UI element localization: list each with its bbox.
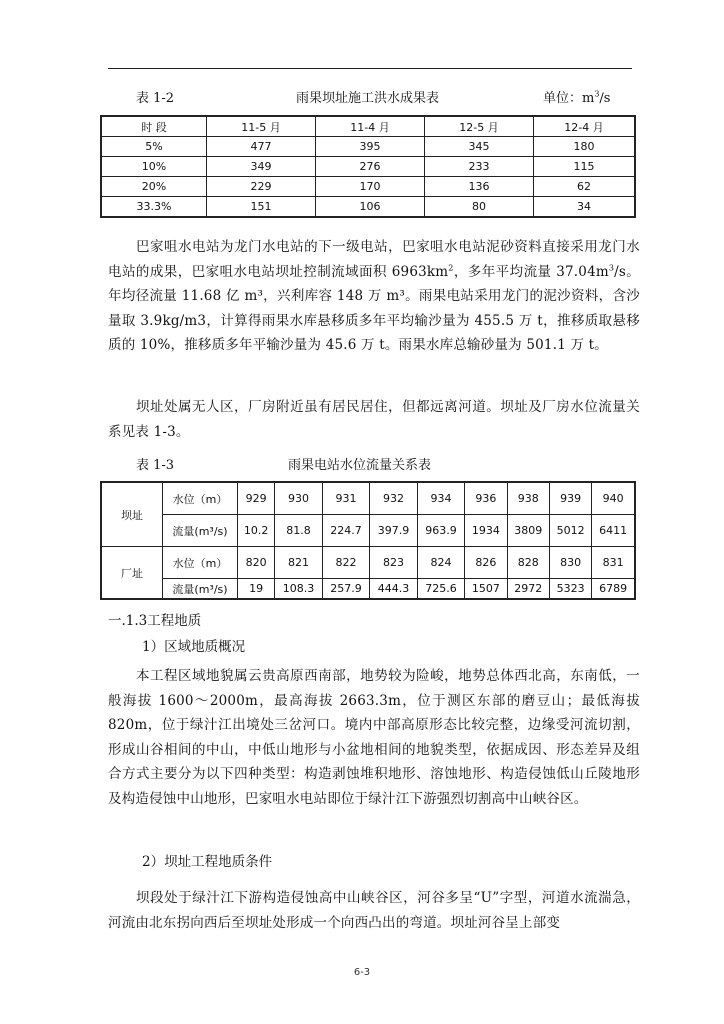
section-heading: 一.1.3工程地质 [108, 613, 202, 629]
table-cell: 1934 [465, 515, 507, 547]
table-cell: 10.2 [238, 515, 275, 547]
subsection-regional-geology: 1）区域地质概况 [142, 639, 246, 655]
paragraph-dam-geology: 坝段处于绿汁江下游构造侵蚀高中山峡谷区，河谷多呈“U”字型，河道水流湍急，河流由北东拐向西后至坝址处形成一个向西凸出的弯道。坝址河谷呈上部变 [108, 890, 640, 931]
table-cell: 934 [417, 482, 464, 515]
table-cell: 62 [534, 177, 636, 197]
table-cell: 822 [322, 547, 369, 579]
table-1-2-label: 表 1-2 [136, 91, 175, 106]
table-cell: 108.3 [275, 579, 322, 600]
table-cell: 19 [238, 579, 275, 600]
table-cell: 20% [101, 177, 207, 197]
table-cell: 345 [425, 137, 534, 157]
table-row [101, 157, 635, 177]
table-cell: 940 [592, 482, 635, 515]
table-cell: 932 [370, 482, 417, 515]
row-label: 流量(m³/s) [163, 579, 238, 600]
table-cell: 444.3 [370, 579, 417, 600]
table-1-2-title: 雨果坝址施工洪水成果表 [296, 91, 440, 106]
table-cell: 824 [417, 547, 464, 579]
table-cell: 80 [425, 197, 534, 218]
table-cell: 938 [507, 482, 549, 515]
header-rule [108, 68, 632, 69]
table-row [101, 137, 635, 157]
table-cell: 151 [207, 197, 316, 218]
table-cell: 929 [238, 482, 275, 515]
row-label: 水位（m） [163, 547, 238, 579]
site-cell-plant: 厂址 [101, 547, 163, 600]
table-1-3-title: 雨果电站水位流量关系表 [288, 458, 432, 473]
table-cell: 5% [101, 137, 207, 157]
table-cell: 34 [534, 197, 636, 218]
table-cell: 395 [316, 137, 425, 157]
table-cell: 229 [207, 177, 316, 197]
table-cell: 81.8 [275, 515, 322, 547]
table-cell: 2972 [507, 579, 549, 600]
table-cell: 257.9 [322, 579, 369, 600]
table-row [101, 515, 635, 547]
table-cell: 830 [549, 547, 591, 579]
table-cell: 397.9 [370, 515, 417, 547]
table-cell: 349 [207, 157, 316, 177]
table-1-2 [100, 115, 636, 218]
table-cell: 828 [507, 547, 549, 579]
table-1-3 [100, 481, 636, 600]
table-cell: 233 [425, 157, 534, 177]
table-row [101, 547, 635, 579]
page-number: 6-3 [353, 967, 371, 978]
table-cell: 3809 [507, 515, 549, 547]
table-header-row [101, 116, 635, 137]
table-cell: 6411 [592, 515, 635, 547]
table-cell: 725.6 [417, 579, 464, 600]
table-row [101, 197, 635, 218]
header-cell: 12-5 月 [425, 116, 534, 137]
table-cell: 823 [370, 547, 417, 579]
header-cell: 11-5 月 [207, 116, 316, 137]
table-cell: 106 [316, 197, 425, 218]
row-label: 流量(m³/s) [163, 515, 238, 547]
table-cell: 180 [534, 137, 636, 157]
paragraph-sediment: 巴家咀水电站为龙门水电站的下一级电站，巴家咀水电站泥砂资料直接采用龙门水电站的成果，巴家咀水电站坝址控制流域面积 $6963km^2$，多年平均流量 $37.04m^3/s$。年均径流量 11.68 亿 m³，兴利库容 148 万 m³。雨果电站采用龙门的泥沙资料，含沙量取 3.9kg/m3，计算得雨果水库悬移质多年平均输沙量为 455.5 万 t，推移质取悬移质的 10%，推移质多年平输沙量为 45.6 万 t。雨果水库总输砂量为 501.1 万 t。 [108, 239, 640, 354]
table-1-2-unit: 单位：$m^3/s$ [543, 89, 611, 106]
table-cell: 931 [322, 482, 369, 515]
table-row [101, 579, 635, 600]
table-cell: 1507 [465, 579, 507, 600]
table-cell: 5323 [549, 579, 591, 600]
table-cell: 820 [238, 547, 275, 579]
site-cell-dam: 坝址 [101, 482, 163, 547]
table-cell: 170 [316, 177, 425, 197]
table-cell: 930 [275, 482, 322, 515]
table-row [101, 482, 635, 515]
table-cell: 224.7 [322, 515, 369, 547]
table-cell: 939 [549, 482, 591, 515]
subsection-dam-geology: 2）坝址工程地质条件 [142, 854, 273, 870]
table-cell: 115 [534, 157, 636, 177]
row-label: 水位（m） [163, 482, 238, 515]
table-row [101, 177, 635, 197]
table-1-3-label: 表 1-3 [136, 458, 175, 473]
header-cell: 12-4 月 [534, 116, 636, 137]
table-cell: 936 [465, 482, 507, 515]
table-cell: 6789 [592, 579, 635, 600]
table-cell: 33.3% [101, 197, 207, 218]
paragraph-regional-geology: 本工程区域地貌属云贵高原西南部，地势较为险峻，地势总体西北高，东南低，一般海拔 1600～2000m，最高海拔 2663.3m，位于测区东部的磨豆山；最低海拔 820m，位于绿汁江出境处三岔河口。境内中部高原形态比较完整，边缘受河流切割，形成山谷相间的中山，中低山地形与小盆地相间的地貌类型，依据成因、形态差异及组合方式主要分为以下四种类型：构造剥蚀堆积地形、溶蚀地形、构造侵蚀低山丘陵地形及构造侵蚀中山地形，巴家咀水电站即位于绿汁江下游强烈切割高中山峡谷区。 [108, 668, 640, 807]
table-cell: 821 [275, 547, 322, 579]
table-cell: 831 [592, 547, 635, 579]
header-cell: 时 段 [101, 116, 207, 137]
header-cell: 11-4 月 [316, 116, 425, 137]
table-cell: 477 [207, 137, 316, 157]
table-cell: 826 [465, 547, 507, 579]
table-cell: 276 [316, 157, 425, 177]
table-cell: 10% [101, 157, 207, 177]
table-cell: 963.9 [417, 515, 464, 547]
table-cell: 136 [425, 177, 534, 197]
paragraph-site: 坝址处属无人区，厂房附近虽有居民居住，但都远离河道。坝址及厂房水位流量关系见表 1-3。 [108, 399, 640, 440]
table-cell: 5012 [549, 515, 591, 547]
